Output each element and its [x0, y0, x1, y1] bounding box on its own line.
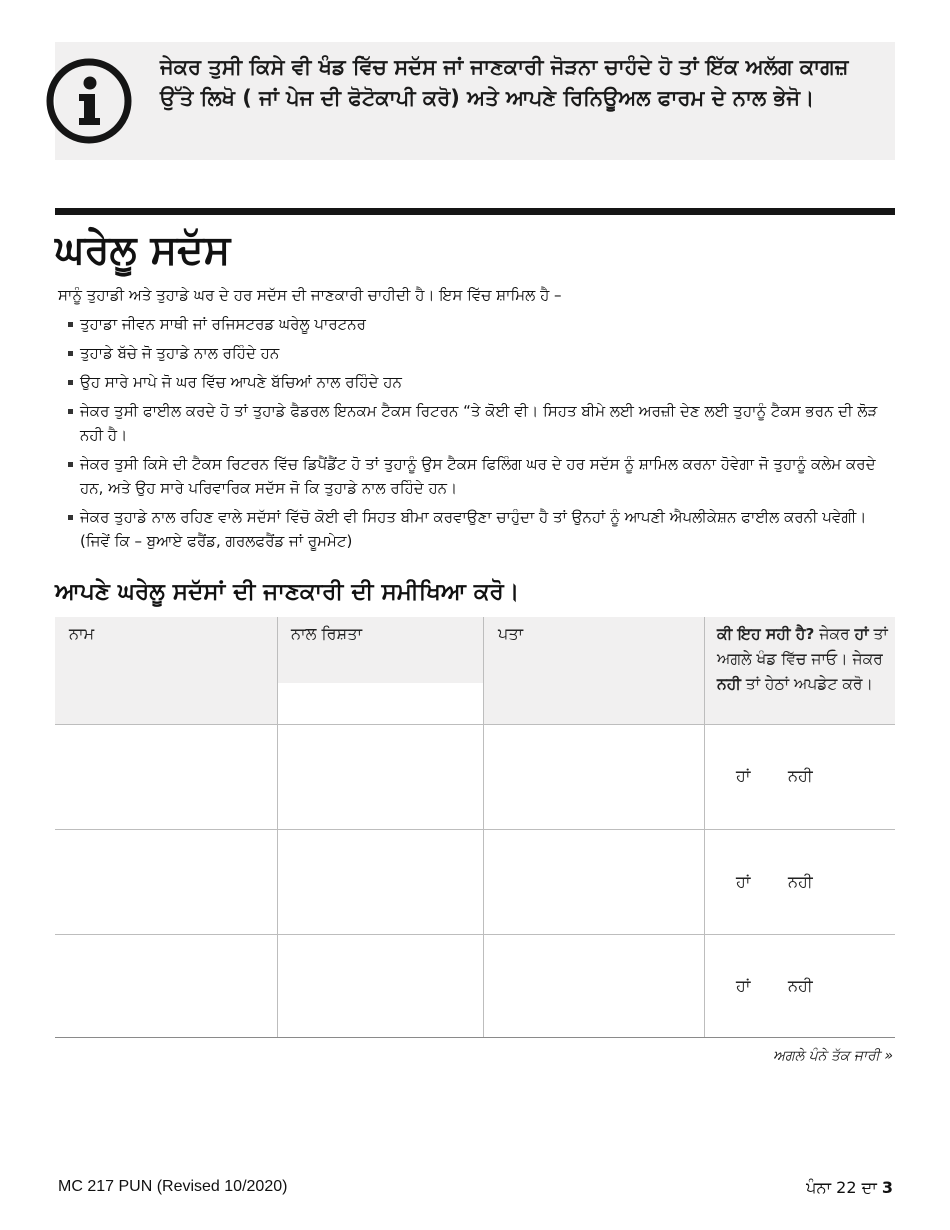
header-correct-question: ਕੀ ਇਹ ਸਹੀ ਹੈ?: [717, 625, 815, 643]
column-divider: [704, 617, 705, 1038]
no-option[interactable]: ਨਹੀ: [788, 976, 813, 995]
row-divider: [55, 829, 895, 830]
page-label: ਪੰਨਾ 22 ਦਾ: [806, 1178, 882, 1197]
list-item: ਤੁਹਾਡਾ ਜੀਵਨ ਸਾਥੀ ਜਾਂ ਰਜਿਸਟਰਡ ਘਰੇਲੂ ਪਾਰਟਨਰ: [58, 312, 898, 336]
header-if: ਜੇਕਰ: [814, 625, 855, 643]
column-divider: [277, 617, 278, 1038]
header-is-correct: [705, 617, 895, 724]
form-id: MC 217 PUN (Revised 10/2020): [58, 1178, 288, 1195]
section-title: ਘਰੇਲੂ ਸਦੱਸ: [55, 227, 231, 273]
row-divider: [55, 724, 895, 725]
header-name: ਨਾਮ: [55, 617, 277, 724]
column-divider: [483, 617, 484, 1038]
no-option[interactable]: ਨਹੀ: [788, 766, 813, 785]
list-item: ਜੇਕਰ ਤੁਸੀ ਕਿਸੇ ਦੀ ਟੈਕਸ ਰਿਟਰਨ ਵਿੱਚ ਡਿਪੈਂਡੈਂਟ ਹੋ ਤਾਂ ਤੁਹਾਨੂੰ ਉਸ ਟੈਕਸ ਫਿਲਿੰਗ ਘਰ ਦੇ ਹਰ ਸਦੱਸ ਨੂੰ ਸ਼ਾਮਿਲ ਕਰਨਾ ਹੋਵੇਗਾ ਜੋ ਤੁਹਾਨੂੰ ਕਲੇਮ ਕਰਦੇ ਹਨ, ਅਤੇ ਉਹ ਸਾਰੇ ਪਰਿਵਾਰਿਕ ਸਦੱਸ ਜੋ ਕਿ ਤੁਹਾਡੇ ਨਾਲ ਰਹਿੰਦੇ ਹਨ।: [58, 452, 898, 500]
page-number: [806, 1178, 893, 1198]
requirements-list: [58, 312, 898, 558]
section-intro: ਸਾਨੂੰ ਤੁਹਾਡੀ ਅਤੇ ਤੁਹਾਡੇ ਘਰ ਦੇ ਹਰ ਸਦੱਸ ਦੀ ਜਾਣਕਾਰੀ ਚਾਹੀਦੀ ਹੈ। ਇਸ ਵਿੱਚ ਸ਼ਾਮਿਲ ਹੈ –: [58, 286, 562, 304]
header-yes: ਹਾਂ: [854, 625, 869, 643]
no-option[interactable]: ਨਹੀ: [788, 872, 813, 891]
section-divider: [55, 208, 895, 215]
continued-next-page: ਅਗਲੇ ਪੰਨੇ ਤੱਕ ਜਾਰੀ »: [772, 1048, 893, 1064]
list-item: ਉਹ ਸਾਰੇ ਮਾਪੇ ਜੋ ਘਰ ਵਿੱਚ ਆਪਣੇ ਬੱਚਿਆਂ ਨਾਲ ਰਹਿੰਦੇ ਹਨ: [58, 370, 898, 394]
header-address: ਪਤਾ: [484, 617, 704, 724]
yes-option[interactable]: ਹਾਂ: [736, 976, 751, 995]
info-icon: [46, 58, 132, 144]
yes-option[interactable]: ਹਾਂ: [736, 766, 751, 785]
yes-option[interactable]: ਹਾਂ: [736, 872, 751, 891]
list-item: ਤੁਹਾਡੇ ਬੱਚੇ ਜੋ ਤੁਹਾਡੇ ਨਾਲ ਰਹਿੰਦੇ ਹਨ: [58, 341, 898, 365]
row-divider: [55, 934, 895, 935]
header-no: ਨਹੀ: [717, 675, 741, 693]
info-text: ਜੇਕਰ ਤੁਸੀ ਕਿਸੇ ਵੀ ਖੰਡ ਵਿੱਚ ਸਦੱਸ ਜਾਂ ਜਾਣਕਾਰੀ ਜੋੜਨਾ ਚਾਹੰਦੇ ਹੋ ਤਾਂ ਇੱਕ ਅਲੱਗ ਕਾਗਜ਼ ਉੱਤੇ ਲਿਖੋ ( ਜਾਂ ਪੇਜ ਦੀ ਫੋਟੋਕਾਪੀ ਕਰੋ) ਅਤੇ ਆਪਣੇ ਰਿਨਿਊਅਲ ਫਾਰਮ ਦੇ ਨਾਲ ਭੇਜੋ।: [160, 55, 849, 110]
header-go-next: ਤਾਂ ਅਗਲੇ ਖੰਡ ਵਿੱਚ ਜਾਓ। ਜੇਕਰ: [717, 625, 888, 668]
list-item: ਜੇਕਰ ਤੁਸੀ ਫਾਈਲ ਕਰਦੇ ਹੋ ਤਾਂ ਤੁਹਾਡੇ ਫੈਡਰਲ ਇਨਕਮ ਟੈਕਸ ਰਿਟਰਨ “ਤੇ ਕੋਈ ਵੀ। ਸਿਹਤ ਬੀਮੇ ਲਈ ਅਰਜ਼ੀ ਦੇਣ ਲਈ ਤੁਹਾਨੂੰ ਟੈਕਸ ਭਰਨ ਦੀ ਲੋੜ ਨਹੀ ਹੈ।: [58, 399, 898, 447]
household-members-table: [55, 617, 895, 1038]
list-item: ਜੇਕਰ ਤੁਹਾਡੇ ਨਾਲ ਰਹਿਣ ਵਾਲੇ ਸਦੱਸਾਂ ਵਿੱਚੋ ਕੋਈ ਵੀ ਸਿਹਤ ਬੀਮਾ ਕਰਵਾਉਣਾ ਚਾਹੁੰਦਾ ਹੈ ਤਾਂ ਉਨਹਾਂ ਨੂੰ ਆਪਣੀ ਐਪਲੀਕੇਸ਼ਨ ਫਾਈਲ ਕਰਨੀ ਪਵੇਗੀ। (ਜਿਵੇਂ ਕਿ – ਬੁਆਏ ਫਰੈਂਡ, ਗਰਲਫਰੈਂਡ ਜਾਂ ਰੂਮਮੇਟ): [58, 505, 898, 553]
review-title: ਆਪਣੇ ਘਰੇਲੂ ਸਦੱਸਾਂ ਦੀ ਜਾਣਕਾਰੀ ਦੀ ਸਮੀਖਿਆ ਕਰੋ।: [55, 579, 520, 605]
relationship-header-field[interactable]: [278, 683, 482, 724]
header-update: ਤਾਂ ਹੇਠਾਂ ਅਪਡੇਟ ਕਰੋ।: [740, 675, 873, 693]
header-relationship: ਨਾਲ ਰਿਸ਼ਤਾ: [277, 617, 483, 683]
page-total: 3: [881, 1178, 893, 1197]
table-bottom-border: [55, 1037, 895, 1038]
